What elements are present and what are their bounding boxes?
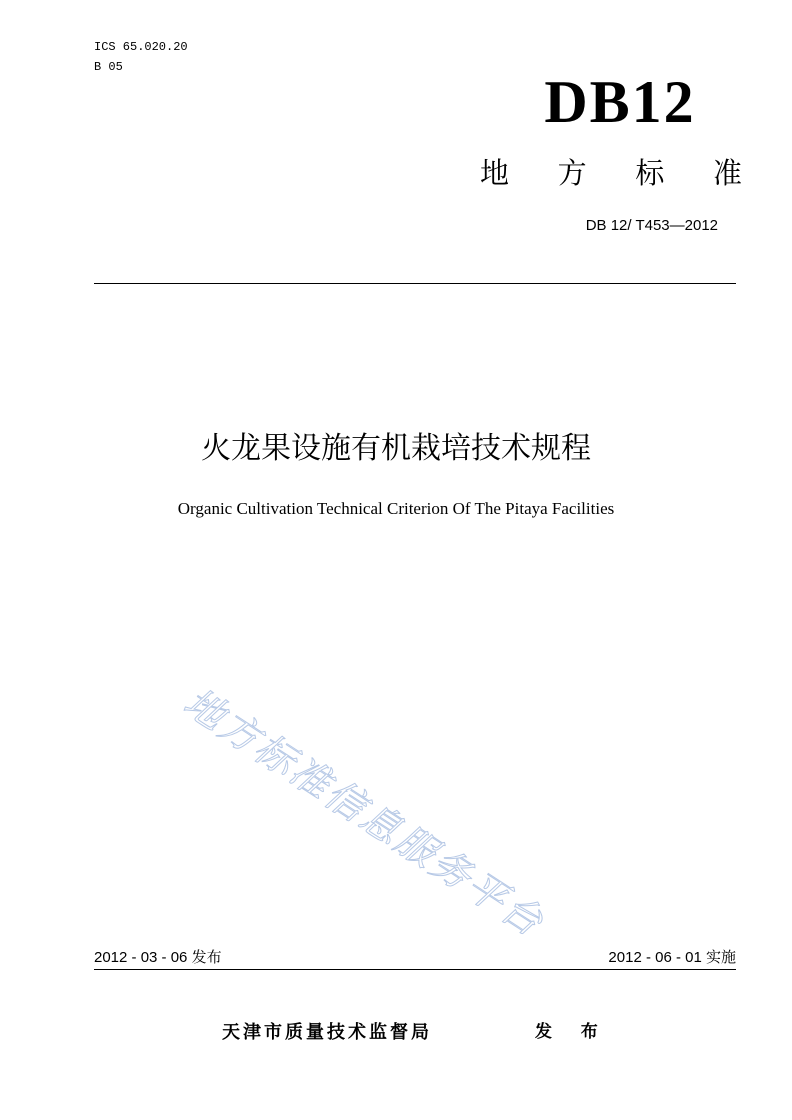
ccs-number: B 05	[94, 60, 123, 74]
standard-kind-char: 方	[557, 158, 587, 190]
standard-kind-char: 准	[712, 158, 742, 190]
document-title-en: Organic Cultivation Technical Criterion Of The Pitaya Facilities	[177, 499, 615, 518]
standard-code: DB 12/ T453—2012	[585, 217, 718, 234]
implementation-date: 2012 - 06 - 01 实施	[608, 949, 736, 966]
issuer-name: 天津市质量技术监督局	[222, 1022, 432, 1042]
standard-kind-char: 地	[480, 158, 510, 190]
standard-kind-char: 标	[635, 158, 665, 190]
watermark-text: 地方标准信息服务平台	[176, 680, 552, 946]
standard-logo: DB12	[544, 69, 696, 135]
issue-date: 2012 - 03 - 06 发布	[94, 949, 222, 966]
standard-kind	[480, 155, 742, 193]
ics-number: ICS 65.020.20	[94, 40, 188, 54]
top-divider	[94, 283, 736, 284]
bottom-divider	[94, 969, 736, 970]
document-title-cn: 火龙果设施有机栽培技术规程	[201, 432, 591, 465]
issuer-action: 发 布	[535, 1022, 610, 1041]
